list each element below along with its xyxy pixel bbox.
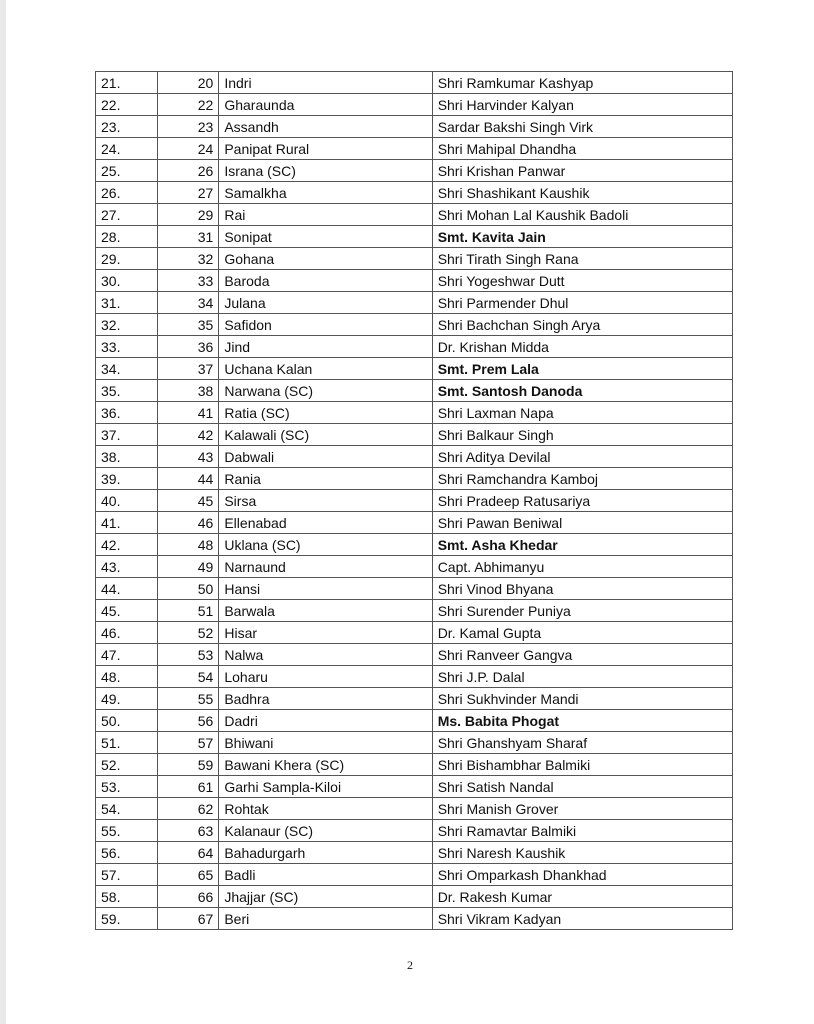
table-row xyxy=(96,72,733,94)
constituency-name-cell: Panipat Rural xyxy=(219,138,432,160)
serial-number-cell: 44. xyxy=(96,578,158,600)
candidate-name-cell: Shri Ramchandra Kamboj xyxy=(432,468,732,490)
candidate-name-cell: Shri Balkaur Singh xyxy=(432,424,732,446)
candidate-name-cell: Shri Satish Nandal xyxy=(432,776,732,798)
candidate-name-cell: Shri J.P. Dalal xyxy=(432,666,732,688)
constituency-number-cell: 64 xyxy=(157,842,219,864)
constituency-name-cell: Indri xyxy=(219,72,432,94)
constituency-name-cell: Nalwa xyxy=(219,644,432,666)
table-row xyxy=(96,776,733,798)
serial-number-cell: 23. xyxy=(96,116,158,138)
page-number: 2 xyxy=(407,958,413,972)
table-row xyxy=(96,666,733,688)
constituency-number-cell: 49 xyxy=(157,556,219,578)
constituency-number-cell: 43 xyxy=(157,446,219,468)
serial-number-cell: 54. xyxy=(96,798,158,820)
table-row xyxy=(96,886,733,908)
constituency-name-cell: Bawani Khera (SC) xyxy=(219,754,432,776)
serial-number-cell: 31. xyxy=(96,292,158,314)
table-row xyxy=(96,226,733,248)
candidate-name-cell: Shri Tirath Singh Rana xyxy=(432,248,732,270)
constituency-number-cell: 45 xyxy=(157,490,219,512)
table-row xyxy=(96,160,733,182)
candidate-name-cell: Shri Bachchan Singh Arya xyxy=(432,314,732,336)
candidate-name-cell: Shri Sukhvinder Mandi xyxy=(432,688,732,710)
constituency-name-cell: Dabwali xyxy=(219,446,432,468)
serial-number-cell: 33. xyxy=(96,336,158,358)
constituency-name-cell: Garhi Sampla-Kiloi xyxy=(219,776,432,798)
candidate-name-cell: Shri Omparkash Dhankhad xyxy=(432,864,732,886)
candidate-name-cell: Shri Parmender Dhul xyxy=(432,292,732,314)
candidate-name-cell: Shri Mohan Lal Kaushik Badoli xyxy=(432,204,732,226)
serial-number-cell: 41. xyxy=(96,512,158,534)
constituency-name-cell: Safidon xyxy=(219,314,432,336)
constituency-name-cell: Jind xyxy=(219,336,432,358)
table-row xyxy=(96,842,733,864)
constituency-number-cell: 54 xyxy=(157,666,219,688)
candidate-name-cell: Dr. Krishan Midda xyxy=(432,336,732,358)
serial-number-cell: 22. xyxy=(96,94,158,116)
table-row xyxy=(96,644,733,666)
serial-number-cell: 24. xyxy=(96,138,158,160)
constituency-name-cell: Gharaunda xyxy=(219,94,432,116)
constituency-name-cell: Narnaund xyxy=(219,556,432,578)
table-row xyxy=(96,204,733,226)
candidate-name-cell: Shri Laxman Napa xyxy=(432,402,732,424)
constituency-name-cell: Ratia (SC) xyxy=(219,402,432,424)
serial-number-cell: 46. xyxy=(96,622,158,644)
table-row xyxy=(96,138,733,160)
serial-number-cell: 51. xyxy=(96,732,158,754)
table-row xyxy=(96,820,733,842)
constituency-number-cell: 37 xyxy=(157,358,219,380)
candidate-table-body xyxy=(96,72,733,930)
constituency-name-cell: Jhajjar (SC) xyxy=(219,886,432,908)
candidate-name-cell: Shri Surender Puniya xyxy=(432,600,732,622)
constituency-number-cell: 33 xyxy=(157,270,219,292)
constituency-name-cell: Ellenabad xyxy=(219,512,432,534)
table-row xyxy=(96,512,733,534)
candidate-name-cell: Ms. Babita Phogat xyxy=(432,710,732,732)
table-row xyxy=(96,754,733,776)
constituency-number-cell: 61 xyxy=(157,776,219,798)
candidate-name-cell: Shri Ghanshyam Sharaf xyxy=(432,732,732,754)
serial-number-cell: 38. xyxy=(96,446,158,468)
candidate-name-cell: Smt. Kavita Jain xyxy=(432,226,732,248)
table-row xyxy=(96,534,733,556)
candidate-name-cell: Smt. Santosh Danoda xyxy=(432,380,732,402)
serial-number-cell: 28. xyxy=(96,226,158,248)
candidate-name-cell: Shri Vikram Kadyan xyxy=(432,908,732,930)
candidate-name-cell: Shri Harvinder Kalyan xyxy=(432,94,732,116)
constituency-number-cell: 41 xyxy=(157,402,219,424)
table-row xyxy=(96,908,733,930)
serial-number-cell: 57. xyxy=(96,864,158,886)
table-row xyxy=(96,94,733,116)
table-row xyxy=(96,116,733,138)
constituency-name-cell: Badli xyxy=(219,864,432,886)
candidate-name-cell: Shri Pradeep Ratusariya xyxy=(432,490,732,512)
serial-number-cell: 52. xyxy=(96,754,158,776)
constituency-number-cell: 35 xyxy=(157,314,219,336)
table-row xyxy=(96,798,733,820)
serial-number-cell: 43. xyxy=(96,556,158,578)
table-row xyxy=(96,380,733,402)
serial-number-cell: 27. xyxy=(96,204,158,226)
constituency-name-cell: Bhiwani xyxy=(219,732,432,754)
table-row xyxy=(96,622,733,644)
constituency-number-cell: 67 xyxy=(157,908,219,930)
candidate-name-cell: Shri Vinod Bhyana xyxy=(432,578,732,600)
constituency-number-cell: 66 xyxy=(157,886,219,908)
table-row xyxy=(96,358,733,380)
serial-number-cell: 55. xyxy=(96,820,158,842)
constituency-number-cell: 44 xyxy=(157,468,219,490)
serial-number-cell: 49. xyxy=(96,688,158,710)
constituency-name-cell: Bahadurgarh xyxy=(219,842,432,864)
candidate-name-cell: Shri Ramavtar Balmiki xyxy=(432,820,732,842)
constituency-number-cell: 55 xyxy=(157,688,219,710)
candidate-name-cell: Dr. Rakesh Kumar xyxy=(432,886,732,908)
constituency-number-cell: 50 xyxy=(157,578,219,600)
constituency-number-cell: 62 xyxy=(157,798,219,820)
serial-number-cell: 40. xyxy=(96,490,158,512)
candidate-name-cell: Smt. Asha Khedar xyxy=(432,534,732,556)
table-row xyxy=(96,336,733,358)
constituency-name-cell: Assandh xyxy=(219,116,432,138)
serial-number-cell: 45. xyxy=(96,600,158,622)
constituency-number-cell: 34 xyxy=(157,292,219,314)
candidate-name-cell: Shri Pawan Beniwal xyxy=(432,512,732,534)
constituency-number-cell: 22 xyxy=(157,94,219,116)
constituency-number-cell: 23 xyxy=(157,116,219,138)
constituency-number-cell: 63 xyxy=(157,820,219,842)
table-row xyxy=(96,578,733,600)
table-row xyxy=(96,732,733,754)
constituency-name-cell: Uklana (SC) xyxy=(219,534,432,556)
constituency-name-cell: Gohana xyxy=(219,248,432,270)
constituency-name-cell: Rohtak xyxy=(219,798,432,820)
table-row xyxy=(96,424,733,446)
table-row xyxy=(96,248,733,270)
serial-number-cell: 36. xyxy=(96,402,158,424)
serial-number-cell: 26. xyxy=(96,182,158,204)
candidate-name-cell: Shri Naresh Kaushik xyxy=(432,842,732,864)
serial-number-cell: 32. xyxy=(96,314,158,336)
constituency-name-cell: Sonipat xyxy=(219,226,432,248)
serial-number-cell: 48. xyxy=(96,666,158,688)
constituency-number-cell: 24 xyxy=(157,138,219,160)
candidate-name-cell: Shri Krishan Panwar xyxy=(432,160,732,182)
candidate-name-cell: Shri Ranveer Gangva xyxy=(432,644,732,666)
constituency-name-cell: Samalkha xyxy=(219,182,432,204)
constituency-name-cell: Kalanaur (SC) xyxy=(219,820,432,842)
constituency-number-cell: 29 xyxy=(157,204,219,226)
constituency-name-cell: Baroda xyxy=(219,270,432,292)
constituency-name-cell: Badhra xyxy=(219,688,432,710)
table-row xyxy=(96,468,733,490)
candidate-name-cell: Capt. Abhimanyu xyxy=(432,556,732,578)
candidate-name-cell: Shri Shashikant Kaushik xyxy=(432,182,732,204)
serial-number-cell: 34. xyxy=(96,358,158,380)
constituency-name-cell: Beri xyxy=(219,908,432,930)
constituency-number-cell: 46 xyxy=(157,512,219,534)
constituency-number-cell: 53 xyxy=(157,644,219,666)
constituency-name-cell: Dadri xyxy=(219,710,432,732)
serial-number-cell: 42. xyxy=(96,534,158,556)
table-row xyxy=(96,490,733,512)
constituency-number-cell: 36 xyxy=(157,336,219,358)
serial-number-cell: 50. xyxy=(96,710,158,732)
constituency-name-cell: Sirsa xyxy=(219,490,432,512)
constituency-number-cell: 51 xyxy=(157,600,219,622)
constituency-number-cell: 32 xyxy=(157,248,219,270)
candidate-name-cell: Shri Aditya Devilal xyxy=(432,446,732,468)
serial-number-cell: 21. xyxy=(96,72,158,94)
constituency-name-cell: Narwana (SC) xyxy=(219,380,432,402)
constituency-number-cell: 59 xyxy=(157,754,219,776)
candidate-name-cell: Shri Mahipal Dhandha xyxy=(432,138,732,160)
table-row xyxy=(96,688,733,710)
table-row xyxy=(96,710,733,732)
constituency-number-cell: 42 xyxy=(157,424,219,446)
candidate-name-cell: Shri Ramkumar Kashyap xyxy=(432,72,732,94)
constituency-number-cell: 31 xyxy=(157,226,219,248)
table-row xyxy=(96,270,733,292)
constituency-name-cell: Loharu xyxy=(219,666,432,688)
candidate-name-cell: Smt. Prem Lala xyxy=(432,358,732,380)
constituency-name-cell: Rai xyxy=(219,204,432,226)
constituency-number-cell: 48 xyxy=(157,534,219,556)
constituency-name-cell: Barwala xyxy=(219,600,432,622)
constituency-name-cell: Hisar xyxy=(219,622,432,644)
document-page xyxy=(6,0,814,1024)
table-row xyxy=(96,864,733,886)
candidate-table xyxy=(95,71,733,930)
serial-number-cell: 30. xyxy=(96,270,158,292)
constituency-number-cell: 38 xyxy=(157,380,219,402)
constituency-number-cell: 26 xyxy=(157,160,219,182)
table-row xyxy=(96,600,733,622)
serial-number-cell: 35. xyxy=(96,380,158,402)
constituency-number-cell: 20 xyxy=(157,72,219,94)
serial-number-cell: 59. xyxy=(96,908,158,930)
constituency-number-cell: 65 xyxy=(157,864,219,886)
table-row xyxy=(96,314,733,336)
constituency-number-cell: 56 xyxy=(157,710,219,732)
constituency-name-cell: Julana xyxy=(219,292,432,314)
constituency-name-cell: Kalawali (SC) xyxy=(219,424,432,446)
table-row xyxy=(96,446,733,468)
constituency-number-cell: 27 xyxy=(157,182,219,204)
constituency-number-cell: 57 xyxy=(157,732,219,754)
serial-number-cell: 53. xyxy=(96,776,158,798)
serial-number-cell: 58. xyxy=(96,886,158,908)
serial-number-cell: 39. xyxy=(96,468,158,490)
candidate-name-cell: Shri Bishambhar Balmiki xyxy=(432,754,732,776)
table-row xyxy=(96,292,733,314)
constituency-name-cell: Israna (SC) xyxy=(219,160,432,182)
candidate-name-cell: Sardar Bakshi Singh Virk xyxy=(432,116,732,138)
serial-number-cell: 37. xyxy=(96,424,158,446)
constituency-name-cell: Rania xyxy=(219,468,432,490)
candidate-name-cell: Shri Yogeshwar Dutt xyxy=(432,270,732,292)
serial-number-cell: 56. xyxy=(96,842,158,864)
constituency-name-cell: Uchana Kalan xyxy=(219,358,432,380)
table-row xyxy=(96,402,733,424)
table-row xyxy=(96,556,733,578)
constituency-number-cell: 52 xyxy=(157,622,219,644)
constituency-name-cell: Hansi xyxy=(219,578,432,600)
serial-number-cell: 47. xyxy=(96,644,158,666)
table-row xyxy=(96,182,733,204)
candidate-name-cell: Dr. Kamal Gupta xyxy=(432,622,732,644)
serial-number-cell: 29. xyxy=(96,248,158,270)
candidate-name-cell: Shri Manish Grover xyxy=(432,798,732,820)
serial-number-cell: 25. xyxy=(96,160,158,182)
